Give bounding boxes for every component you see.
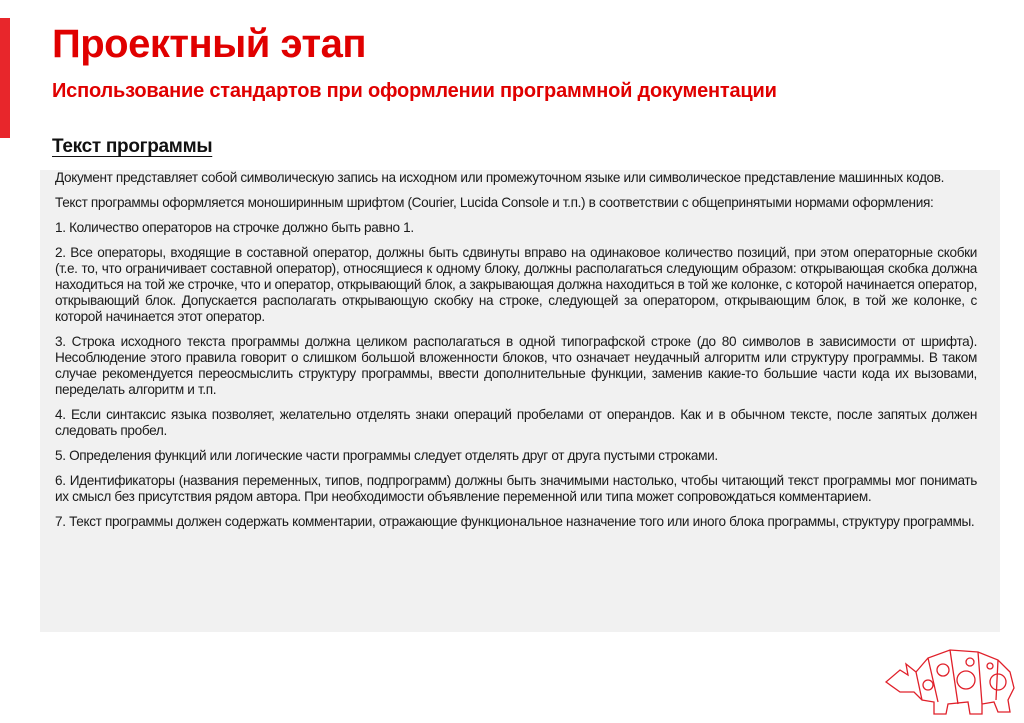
- paragraph: 5. Определения функций или логические части программы следует отделять друг от друга пустыми строками.: [55, 448, 718, 463]
- accent-bar: [0, 18, 10, 138]
- slide-title: Проектный этап: [52, 22, 367, 66]
- paragraph: 3. Строка исходного текста программы должна целиком располагаться в одной типографской строке (до 80 символов в зависимости от шрифта). Несоблюдение этого правила говорит о слишком большой вложенности блоков, что означает неудачный алгоритм или структуру программы. В таком случае рекомендуется переосмыслить структуру программы, ввести дополнительные функции, заменив какие-то большие части кода их вызовами, переделать алгоритм и т.п.: [55, 334, 977, 397]
- paragraph: 6. Идентификаторы (названия переменных, типов, подпрограмм) должны быть значимыми настолько, чтобы читающий текст программы мог понимать их смысл без присутствия рядом автора. При необходимости объявление переменной или типа может сопровождаться комментарием.: [55, 473, 977, 504]
- rhino-logo-icon: [878, 630, 1023, 720]
- paragraph: 7. Текст программы должен содержать комментарии, отражающие функциональное назначение того или иного блока программы, структуру программы.: [55, 514, 975, 529]
- content-body: [55, 170, 977, 539]
- paragraph: Текст программы оформляется моноширинным шрифтом (Courier, Lucida Console и т.п.) в соответствии с общепринятыми нормами оформления:: [55, 195, 934, 210]
- slide-subtitle: Использование стандартов при оформлении программной документации: [52, 80, 777, 102]
- paragraph: Документ представляет собой символическую запись на исходном или промежуточном языке или символическое представление машинных кодов.: [55, 170, 945, 185]
- paragraph: 1. Количество операторов на строчке должно быть равно 1.: [55, 220, 414, 235]
- paragraph: 4. Если синтаксис языка позволяет, желательно отделять знаки операций пробелами от операндов. Как и в обычном тексте, после запятых должен следовать пробел.: [55, 407, 977, 438]
- section-title: Текст программы: [52, 136, 213, 157]
- paragraph: 2. Все операторы, входящие в составной оператор, должны быть сдвинуты вправо на одинаковое количество позиций, при этом операторные скобки (т.е. то, что ограничивает составной оператор), относящиеся к одному блоку, должны располагаться следующим образом: открывающая скобка должна находиться на той же строчке, что и оператор, открывающий блок, а закрывающая должна находиться в той же колонке, с которой начинается оператор, открывающий блок. Допускается располагать открывающую скобку на строке, следующей за оператором, открывающим блок, в той же колонке, с которой начинается этот оператор.: [55, 245, 977, 324]
